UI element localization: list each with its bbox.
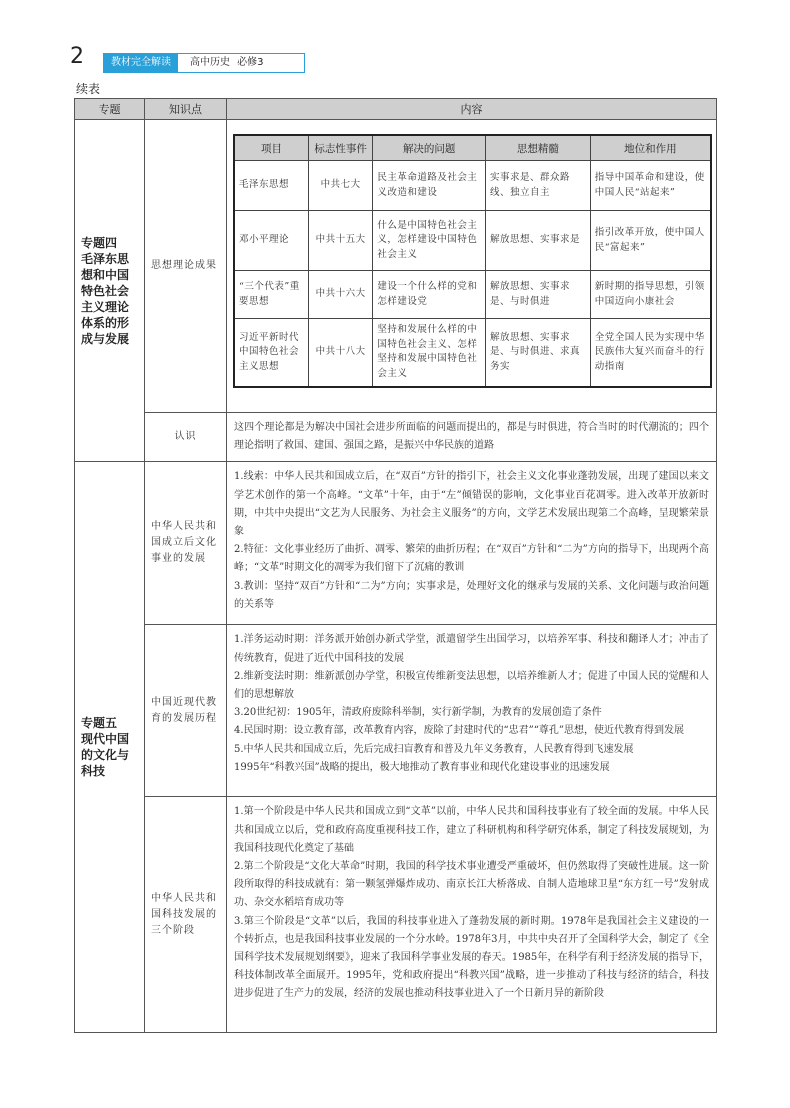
summary-table	[74, 98, 717, 1033]
content-cell	[227, 120, 717, 413]
inner-cell: 解放思想、实事求是	[486, 211, 591, 271]
inner-cell: 中共十六大	[308, 271, 372, 319]
content-cell	[227, 625, 717, 797]
content-paragraph: 1.第一个阶段是中华人民共和国成立到“文革”以前，中华人民共和国科技事业有了较全面的发展。中华人民共和国成立以后，党和政府高度重视科技工作，建立了科研机构和科学研究体系，制定了科技发展规划，为我国科技现代化奠定了基础	[234, 806, 709, 854]
inner-cell: 指引改革开放，使中国人民“富起来”	[590, 211, 711, 271]
content-paragraph: 3.20世纪初：1905年，清政府废除科举制，实行新学制，为教育的发展创造了条件	[234, 707, 602, 719]
inner-cell: 全党全国人民为实现中华民族伟大复兴而奋斗的行动指南	[590, 319, 711, 387]
content-paragraph: 3.教训：坚持“双百”方针和“二为”方向；实事求是，处理好文化的继承与发展的关系、文化问题与政治问题的关系等	[234, 580, 709, 610]
inner-header-project: 项目	[234, 135, 308, 161]
content-cell	[227, 797, 717, 1033]
inner-header-essence: 思想精髓	[486, 135, 591, 161]
inner-cell: 习近平新时代中国特色社会主义思想	[234, 319, 308, 387]
inner-cell: 毛泽东思想	[234, 161, 308, 211]
header-topic: 专题	[75, 99, 145, 120]
content-paragraph: 4.民国时期：设立教育部，改革教育内容，废除了封建时代的“忠君”“尊孔”思想，使近代教育得到发展	[234, 725, 684, 737]
knowledge-point-cell: 认识	[145, 413, 227, 462]
inner-row	[234, 271, 711, 319]
inner-cell: 邓小平理论	[234, 211, 308, 271]
table-row	[75, 797, 717, 1033]
content-paragraph: 5.中华人民共和国成立后，先后完成扫盲教育和普及九年义务教育，人民教育得到飞速发展	[234, 743, 634, 755]
content-paragraph: 1.洋务运动时期：洋务派开始创办新式学堂，派遣留学生出国学习，以培养军事、科技和翻译人才；冲击了传统教育，促进了近代中国科技的发展	[234, 634, 709, 664]
inner-row	[234, 161, 711, 211]
inner-cell: 建设一个什么样的党和怎样建设党	[373, 271, 486, 319]
inner-cell: 什么是中国特色社会主义，怎样建设中国特色社会主义	[373, 211, 486, 271]
inner-cell: 新时期的指导思想，引领中国迈向小康社会	[590, 271, 711, 319]
knowledge-point-cell: 中华人民共和国科技发展的三个阶段	[145, 797, 227, 1033]
inner-header-role: 地位和作用	[590, 135, 711, 161]
content-paragraph: 这四个理论都是为解决中国社会进步所面临的问题而提出的，都是与时俱进，符合当时的时代潮流的；四个理论指明了救国、建国、强国之路，是振兴中华民族的道路	[234, 422, 709, 452]
inner-cell: 解放思想、实事求是、与时俱进	[486, 271, 591, 319]
content-paragraph: 2.特征：文化事业经历了曲折、凋零、繁荣的曲折历程；在“双百”方针和“二为”方向的指导下，出现两个高峰；“文革”时期文化的凋零为我们留下了沉痛的教训	[234, 544, 709, 574]
content-paragraph: 2.维新变法时期：维新派创办学堂，积极宣传维新变法思想，以培养维新人才；促进了中国人民的觉醒和人们的思想解放	[234, 670, 709, 701]
inner-cell: 解放思想、实事求是、与时俱进、求真务实	[486, 319, 591, 387]
header-knowledge-point: 知识点	[145, 99, 227, 120]
knowledge-point-cell: 中国近现代教育的发展历程	[145, 625, 227, 797]
content-cell	[227, 413, 717, 462]
series-label: 教材完全解读	[104, 54, 178, 72]
inner-cell: 中共七大	[308, 161, 372, 211]
inner-cell: 坚持和发展什么样的中国特色社会主义、怎样坚持和发展中国特色社会主义	[373, 319, 486, 387]
knowledge-point-cell: 思想理论成果	[145, 120, 227, 413]
table-header-row	[75, 99, 717, 120]
inner-cell: 中共十五大	[308, 211, 372, 271]
content-paragraph: 1995年“科教兴国”战略的提出，极大地推动了教育事业和现代化建设事业的迅速发展	[234, 761, 610, 773]
topic-cell: 专题五 现代中国的文化与科技	[75, 462, 145, 1033]
theory-results-table	[233, 134, 712, 388]
content-cell	[227, 462, 717, 625]
table-row	[75, 462, 717, 625]
content-paragraph: 2.第二个阶段是“文化大革命”时期，我国的科学技术事业遭受严重破坏，但仍然取得了突破性进展。这一阶段所取得的科技成就有：第一颗氢弹爆炸成功、南京长江大桥落成、自制人造地球卫星“东方红一号”发射成功、杂交水稻培育成功等	[234, 861, 709, 909]
inner-header-row	[234, 135, 711, 161]
knowledge-point-cell: 中华人民共和国成立后文化事业的发展	[145, 462, 227, 625]
content-paragraph: 3.第三个阶段是“文革”以后，我国的科技事业进入了蓬勃发展的新时期。1978年是我国社会主义建设的一个转折点，也是我国科技事业发展的一个分水岭。1978年3月，中共中央召开了全国科学大会，制定了《全国科学技术发展规划纲要》，迎来了我国科学事业发展的春天。1985年，在科学有利于经济发展的指导下，科技体制改革全面展开。1995年，党和政府提出“科教兴国”战略，进一步推动了科技与经济的结合，科技进步促进了生产力的发展，经济的发展也推动科技事业进入了一个日新月异的新阶段	[234, 915, 709, 1000]
inner-cell: 指导中国革命和建设，使中国人民“站起来”	[590, 161, 711, 211]
content-paragraph: 1.线索：中华人民共和国成立后，在“双百”方针的指引下，社会主义文化事业蓬勃发展，出现了建国以来文学艺术创作的第一个高峰。“文革”十年，由于“左”倾错误的影响，文化事业百花凋零。进入改革开放新时期，中共中央提出“文艺为人民服务、为社会主义服务”的方向，文学艺术发展出现第二个高峰，呈现繁荣景象	[234, 471, 709, 538]
subject-label: 高中历史 必修3	[190, 57, 264, 68]
inner-cell: “三个代表”重要思想	[234, 271, 308, 319]
inner-row	[234, 211, 711, 271]
inner-header-problem: 解决的问题	[373, 135, 486, 161]
inner-header-event: 标志性事件	[308, 135, 372, 161]
continued-label: 续表	[76, 82, 101, 96]
header-content: 内容	[227, 99, 717, 120]
table-row	[75, 120, 717, 413]
inner-cell: 中共十八大	[308, 319, 372, 387]
inner-row	[234, 319, 711, 387]
running-header	[103, 53, 305, 73]
inner-cell: 民主革命道路及社会主义改造和建设	[373, 161, 486, 211]
table-row	[75, 413, 717, 462]
topic-cell: 专题四 毛泽东思想和中国特色社会主义理论体系的形成与发展	[75, 120, 145, 462]
table-row	[75, 625, 717, 797]
page-number: 2	[70, 44, 84, 69]
inner-cell: 实事求是、群众路线、独立自主	[486, 161, 591, 211]
